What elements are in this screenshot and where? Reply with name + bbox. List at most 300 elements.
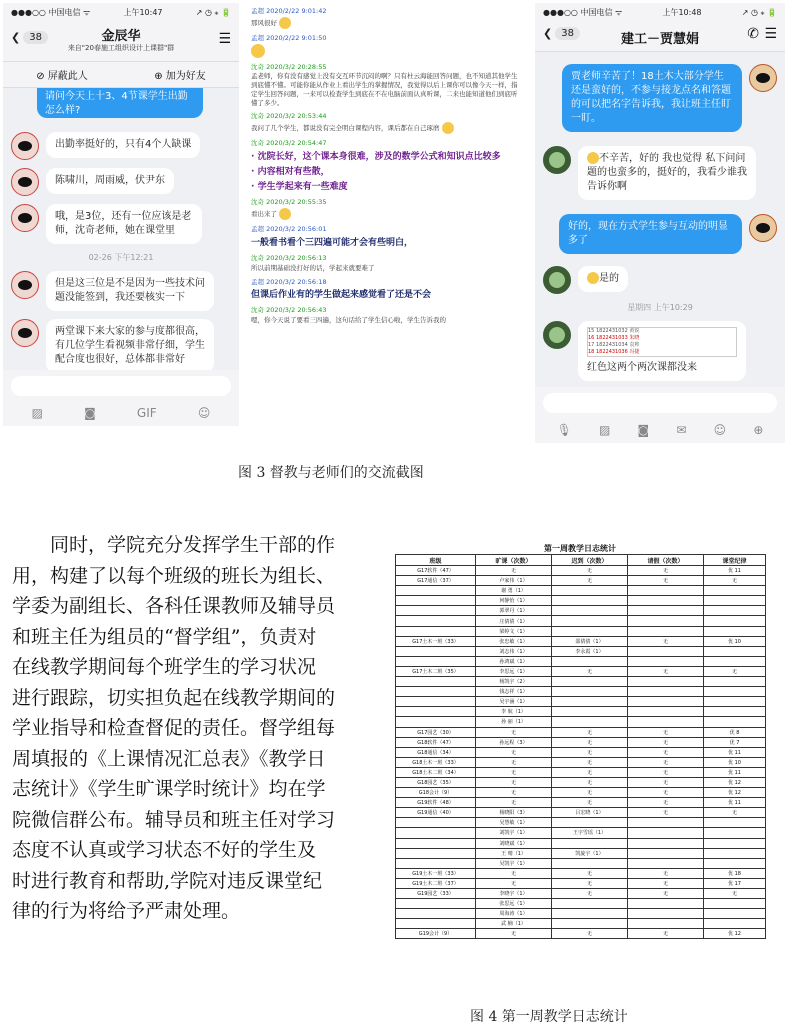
table-cell: [552, 838, 628, 848]
paragraph-line: 志统计》《学生旷课学时统计》均在学: [12, 778, 326, 800]
table-row: [396, 828, 766, 838]
carrier: ●●●○○ 中国电信 ᯤ: [543, 7, 623, 17]
table-cell: 优 11: [704, 798, 766, 808]
log-bold-line: · 内容相对有些散，: [251, 167, 330, 178]
table-row: [396, 919, 766, 929]
paragraph-line: 同时，学院充分发挥学生干部的作: [50, 534, 336, 556]
table-cell: 无: [552, 727, 628, 737]
message-bubble: 出勤率挺好的，只有4个人缺课: [46, 132, 200, 158]
table-cell: [704, 646, 766, 656]
table-cell: G18土木二班（34）: [396, 767, 476, 777]
table-row: [396, 798, 766, 808]
table-cell: [704, 858, 766, 868]
table-cell: [552, 626, 628, 636]
message-bubble: [578, 146, 756, 200]
status-icons: ↗ ◷ ⁎ 🔋: [741, 7, 777, 17]
table-cell: 孙远程（3）: [476, 737, 552, 747]
grin-icon: [279, 208, 291, 220]
table-cell: 张思远（1）: [476, 899, 552, 909]
input-bar: [535, 387, 785, 443]
table-cell: 无: [552, 747, 628, 757]
chat-header: [3, 21, 239, 62]
status-bar: [535, 3, 785, 21]
table-row: [396, 899, 766, 909]
log-header: 孟超 2020/2/22 9:01:50: [251, 33, 327, 42]
table-row: [396, 889, 766, 899]
table-cell: 无: [704, 889, 766, 899]
table-cell: 郭翠丹（1）: [476, 606, 552, 616]
bullet-text: 沈院长好，这个课本身很难，涉及的数学公式和知识点比较多: [257, 151, 501, 162]
table-cell: [396, 697, 476, 707]
table-cell: [552, 586, 628, 596]
avatar: [11, 319, 39, 347]
table-cell: 优 10: [704, 757, 766, 767]
table-cell: 邵倩倩（1）: [552, 636, 628, 646]
table-row: [396, 656, 766, 666]
table-cell: 卢家伟（1）: [476, 576, 552, 586]
smile-icon: [251, 44, 265, 58]
log-text-content: 看出来了: [251, 210, 277, 219]
table-cell: 无: [552, 576, 628, 586]
paragraph-line: 在线教学期间每个班学生的学习状况: [12, 656, 317, 678]
table-cell: [704, 687, 766, 697]
camera-icon[interactable]: ◙: [637, 423, 650, 437]
table-cell: 优 8: [704, 727, 766, 737]
table-cell: G18会计（9）: [396, 788, 476, 798]
table-cell: [704, 717, 766, 727]
thumbs-up-icon: [279, 17, 291, 29]
table-cell: 无: [628, 868, 704, 878]
table-cell: 无: [552, 566, 628, 576]
paragraph-line: 和班主任为组员的“督学组”，负责对: [12, 625, 317, 648]
table-cell: 无: [628, 636, 704, 646]
input-bar: [3, 370, 239, 426]
log-bold-line: · 学生学起来有一些难度: [251, 182, 348, 193]
table-cell: 无: [628, 777, 704, 787]
unread-count: 38: [555, 27, 580, 40]
table-cell: G19园艺（33）: [396, 889, 476, 899]
table-cell: 无: [476, 788, 552, 798]
message-bubble: 贾老师辛苦了！18土木大部分学生还是蛮好的，不参与接龙点名和答题的可以把名字告诉我，我让班主任盯一盯。: [562, 64, 742, 132]
table-row: [396, 626, 766, 636]
roster-cell: 冯捷: [629, 349, 640, 355]
paragraph-line: 学业指导和检查督促的责任。督学组每: [12, 717, 336, 739]
paragraph-line: 进行跟踪，切实担负起在线教学期间的: [12, 686, 336, 709]
log-header: 孟超 2020/3/2 20:56:01: [251, 225, 327, 234]
table-row: [396, 616, 766, 626]
clock: 上午10:48: [662, 7, 702, 17]
table-row: [396, 848, 766, 858]
table-row: [396, 878, 766, 888]
roster-row: [588, 328, 736, 335]
avatar: [11, 204, 39, 232]
weekly-log-table: [395, 543, 766, 939]
table-cell: 李思远（1）: [476, 666, 552, 676]
table-cell: [704, 616, 766, 626]
log-header: 沈奇 2020/3/2 20:55:35: [251, 198, 327, 207]
table-cell: 优 17: [704, 878, 766, 888]
table-cell: 无: [628, 808, 704, 818]
left-chat-screenshot: [3, 3, 239, 426]
paragraph-line: 周填报的《上课情况汇总表》《教学日: [12, 747, 326, 770]
table-cell: 优 18: [704, 868, 766, 878]
table-cell: 优 10: [704, 636, 766, 646]
camera-icon[interactable]: ◙: [84, 406, 96, 420]
table-cell: G18通信（34）: [396, 747, 476, 757]
status-icons: ↗ ◷ ⁎ 🔋: [195, 7, 231, 17]
table-cell: [396, 909, 476, 919]
table-cell: [396, 596, 476, 606]
table-cell: 李晓宇（1）: [476, 889, 552, 899]
chat-subtitle: 来自"20春施工组织设计上课群"群: [67, 44, 175, 52]
table-cell: [396, 818, 476, 828]
table-cell: [628, 646, 704, 656]
table-cell: G19土木二班（37）: [396, 878, 476, 888]
table-row: [396, 737, 766, 747]
bullet-text: 内容相对有些散，: [257, 167, 330, 178]
table-cell: G18土木一班（33）: [396, 757, 476, 767]
table-cell: 孙鸿斌（1）: [476, 656, 552, 666]
unread-count: 38: [23, 31, 48, 44]
table-row: [396, 646, 766, 656]
roster-row: [588, 349, 736, 356]
table-cell: [396, 828, 476, 838]
table-cell: [552, 919, 628, 929]
roster-row: [588, 342, 736, 349]
table-row: [396, 757, 766, 767]
message-bubble: 陈啸川，周雨威，伏尹东: [46, 168, 174, 194]
table-cell: [552, 606, 628, 616]
table-cell: [396, 687, 476, 697]
chat-header: [535, 21, 785, 52]
avatar: [543, 146, 571, 174]
table-cell: 无: [476, 878, 552, 888]
table-cell: G18软件（47）: [396, 737, 476, 747]
grin-icon: [587, 272, 599, 284]
table-row: [396, 838, 766, 848]
table-cell: G17园艺（30）: [396, 727, 476, 737]
table-cell: 无: [704, 576, 766, 586]
avatar: [749, 214, 777, 242]
table-cell: 无: [628, 767, 704, 777]
table-cell: 优 11: [704, 566, 766, 576]
log-bold-line: · 沈院长好，这个课本身很难，涉及的数学公式和知识点比较多: [251, 151, 501, 162]
log-emoji: [251, 44, 521, 58]
table-cell: 无: [628, 737, 704, 747]
body-paragraph: [12, 530, 377, 927]
table-row: [396, 868, 766, 878]
table-cell: [628, 626, 704, 636]
table-cell: 王宇雪瑶（1）: [552, 828, 628, 838]
roster-row: [588, 335, 736, 342]
roster-cell: 18: [588, 349, 595, 355]
table-cell: 无: [628, 929, 704, 939]
paragraph-line: 院微信群公布。辅导员和班主任对学习: [12, 808, 336, 831]
table-cell: 无: [476, 727, 552, 737]
table-cell: [552, 899, 628, 909]
message: [543, 64, 777, 132]
grin-icon: [587, 152, 599, 164]
chat-title: 建工－贾慧娟: [620, 32, 699, 47]
table-cell: G19软件（48）: [396, 798, 476, 808]
table-cell: 优 12: [704, 777, 766, 787]
column-header: 旷课（次数）: [476, 555, 552, 566]
timestamp: 02-26 下午12:21: [88, 253, 154, 262]
table-cell: [396, 707, 476, 717]
table-cell: [396, 838, 476, 848]
table-cell: [396, 626, 476, 636]
table-cell: [552, 596, 628, 606]
table-cell: 无: [552, 878, 628, 888]
table-cell: [628, 899, 704, 909]
table-row: [396, 747, 766, 757]
column-header: 请假（次数）: [628, 555, 704, 566]
log-header: 沈奇 2020/3/2 20:28:55: [251, 62, 327, 71]
table-cell: 优 12: [704, 788, 766, 798]
message-bubble: 哦，是3位，还有一位应该是老师，沈奇老师，她在课堂里: [46, 204, 202, 244]
roster-cell: 17: [588, 342, 595, 348]
phone-icon[interactable]: ✆: [747, 26, 759, 42]
table-cell: [704, 909, 766, 919]
table-cell: [552, 677, 628, 687]
table-row: [396, 687, 766, 697]
table-cell: 无: [628, 566, 704, 576]
table-row: [396, 858, 766, 868]
log-table: [395, 554, 766, 939]
table-cell: [704, 656, 766, 666]
menu-icon[interactable]: ☰: [218, 31, 231, 47]
table-cell: [628, 909, 704, 919]
avatar: [11, 271, 39, 299]
table-cell: 刘志伟（1）: [476, 646, 552, 656]
table-cell: 无: [628, 798, 704, 808]
table-cell: 无: [552, 868, 628, 878]
message-text: 红色这两个两次课都没来: [587, 362, 697, 373]
table-body: [396, 566, 766, 939]
avatar: [543, 266, 571, 294]
table-cell: [628, 848, 704, 858]
table-cell: [552, 717, 628, 727]
table-cell: [396, 848, 476, 858]
table-cell: G17软件（47）: [396, 566, 476, 576]
log-text: [251, 17, 521, 29]
message: [543, 214, 777, 254]
table-cell: 无: [476, 767, 552, 777]
table-cell: 优 12: [704, 929, 766, 939]
table-cell: 无: [476, 747, 552, 757]
table-cell: 无: [628, 576, 704, 586]
log-text: 嗯，你今天说了要看三四遍，这句话给了学生信心啦，学生告诉我的: [251, 316, 446, 325]
log-header: 沈奇 2020/3/2 20:56:43: [251, 306, 327, 315]
microphone-icon[interactable]: 🎙: [556, 423, 572, 437]
table-cell: G18园艺（35）: [396, 777, 476, 787]
table-row: [396, 717, 766, 727]
emoji-icon[interactable]: ☺: [713, 423, 727, 437]
table-cell: 无: [476, 929, 552, 939]
table-row: [396, 777, 766, 787]
table-cell: 无: [476, 868, 552, 878]
table-cell: 刘凯宇（1）: [476, 828, 552, 838]
block-label: 屏蔽此人: [47, 71, 88, 82]
table-cell: [704, 586, 766, 596]
message: [11, 271, 231, 311]
log-bold-line: 但课后作业有的学生做起来感觉看了还是不会: [251, 290, 432, 301]
table-cell: 无: [552, 798, 628, 808]
mail-icon[interactable]: ✉: [676, 423, 687, 437]
table-cell: 杨晓阳（3）: [476, 808, 552, 818]
table-cell: G19会计（9）: [396, 929, 476, 939]
table-row: [396, 707, 766, 717]
message-bubble: 两堂课下来大家的参与度都很高，有几位学生看视频非常仔细，学生配合度也很好，总体都非常好: [46, 319, 214, 373]
table-row: [396, 808, 766, 818]
table-cell: [396, 616, 476, 626]
log-bold-line: 一般看书看个三四遍可能才会有些明白，: [251, 237, 414, 248]
table-row: [396, 818, 766, 828]
table-cell: G17通信（37）: [396, 576, 476, 586]
gif-icon[interactable]: GIF: [136, 406, 157, 420]
attached-roster-image: [587, 327, 737, 357]
table-cell: [704, 677, 766, 687]
log-header: 孟超 2020/2/22 9:01:42: [251, 7, 327, 15]
table-cell: [396, 646, 476, 656]
message: [543, 146, 777, 200]
add-friend-button[interactable]: [154, 67, 206, 82]
table-cell: [704, 838, 766, 848]
table-cell: [704, 606, 766, 616]
message: [11, 204, 231, 244]
table-cell: 无: [628, 889, 704, 899]
roster-cell: 1822431032: [595, 328, 628, 334]
table-row: [396, 666, 766, 676]
table-cell: [552, 909, 628, 919]
table-cell: 凯旋宇（1）: [552, 848, 628, 858]
table-cell: 无: [628, 878, 704, 888]
table-cell: [628, 687, 704, 697]
table-row: [396, 677, 766, 687]
right-chat-screenshot: [535, 3, 785, 443]
table-row: [396, 929, 766, 939]
table-cell: [704, 707, 766, 717]
table-cell: [628, 656, 704, 666]
toolbar-icons: [3, 402, 239, 426]
message: [11, 132, 231, 160]
grin-icon: [442, 122, 454, 134]
log-text: [251, 208, 521, 220]
table-cell: 吴宇涵（1）: [476, 697, 552, 707]
table-cell: G17土木二班（35）: [396, 666, 476, 676]
chat-title: 金辰华: [101, 29, 141, 44]
roster-cell: 朱晓: [629, 335, 640, 341]
table-cell: 优 11: [704, 747, 766, 757]
block-icon: ⊘: [36, 71, 48, 82]
table-cell: 无: [552, 757, 628, 767]
bullet-text: 学生学起来有一些难度: [257, 182, 348, 193]
log-header: 沈奇 2020/3/2 20:54:47: [251, 139, 327, 148]
table-cell: 梁婷文（1）: [476, 626, 552, 636]
paragraph-line: 律的行为将给予严肃处理。: [12, 900, 241, 922]
block-button[interactable]: [36, 67, 88, 82]
table-cell: 刘晓斌（1）: [476, 838, 552, 848]
table-cell: 无: [704, 808, 766, 818]
table-cell: [552, 858, 628, 868]
toolbar-icons: [535, 419, 785, 443]
table-cell: G17土木一班（33）: [396, 636, 476, 646]
table-cell: [704, 697, 766, 707]
message-bubble: [578, 321, 746, 381]
timestamp: 星期四 上午10:29: [627, 303, 693, 312]
table-cell: 无: [476, 777, 552, 787]
table-cell: [704, 899, 766, 909]
table-cell: 杨凯宇（2）: [476, 677, 552, 687]
carrier: ●●●○○ 中国电信 ᯤ: [11, 7, 91, 17]
table-cell: 无: [552, 889, 628, 899]
table-cell: [704, 848, 766, 858]
table-cell: [396, 899, 476, 909]
message-input[interactable]: [11, 376, 231, 396]
image-icon[interactable]: ▨: [31, 406, 43, 420]
table-cell: 钱志祥（1）: [476, 687, 552, 697]
figure-4-caption: 图 4 第一周教学日志统计: [470, 1009, 628, 1025]
table-cell: [628, 697, 704, 707]
emoji-icon[interactable]: ☺: [197, 406, 211, 420]
table-cell: [628, 919, 704, 929]
cut-message: 请问今天上十3、4节课学生出勤怎么样?: [37, 88, 203, 118]
table-cell: [396, 586, 476, 596]
table-cell: [396, 858, 476, 868]
menu-icon[interactable]: ☰: [764, 26, 777, 42]
log-text: 所以前期基础没打好的话，学起来就要难了: [251, 263, 375, 272]
table-cell: [628, 616, 704, 626]
plus-icon[interactable]: ⊕: [753, 423, 764, 437]
table-row: [396, 586, 766, 596]
status-bar: [3, 3, 239, 21]
log-text-content: 那风很好: [251, 18, 277, 27]
table-cell: 无: [628, 757, 704, 767]
avatar: [749, 64, 777, 92]
add-friend-label: 加为好友: [165, 71, 206, 82]
paragraph-line: 学委为副组长、各科任课教师及辅导员: [12, 595, 336, 617]
column-header: 迟到（次数）: [552, 555, 628, 566]
chevron-left-icon: ❮: [543, 27, 553, 40]
roster-cell: 15: [588, 328, 595, 334]
table-row: [396, 576, 766, 586]
avatar: [11, 132, 39, 160]
table-cell: [628, 838, 704, 848]
table-cell: [552, 707, 628, 717]
message: [11, 168, 231, 196]
table-cell: [396, 606, 476, 616]
table-cell: 李永霞（1）: [552, 646, 628, 656]
table-cell: [396, 677, 476, 687]
table-cell: 优 7: [704, 737, 766, 747]
avatar: [11, 168, 39, 196]
image-icon[interactable]: ▨: [599, 423, 611, 437]
message-input[interactable]: [543, 393, 777, 413]
roster-cell: 袁帅: [629, 342, 640, 348]
table-cell: [628, 677, 704, 687]
table-cell: [628, 818, 704, 828]
table-cell: 无: [552, 666, 628, 676]
table-row: [396, 909, 766, 919]
table-cell: [704, 626, 766, 636]
add-user-icon: ⊕: [154, 71, 166, 82]
table-cell: [552, 656, 628, 666]
paragraph-line: 时进行教育和帮助,学院对违反课堂纪: [12, 869, 323, 892]
roster-cell: 1822431033: [595, 335, 628, 341]
table-cell: 无: [552, 788, 628, 798]
table-cell: [396, 656, 476, 666]
roster-cell: 16: [588, 335, 595, 341]
